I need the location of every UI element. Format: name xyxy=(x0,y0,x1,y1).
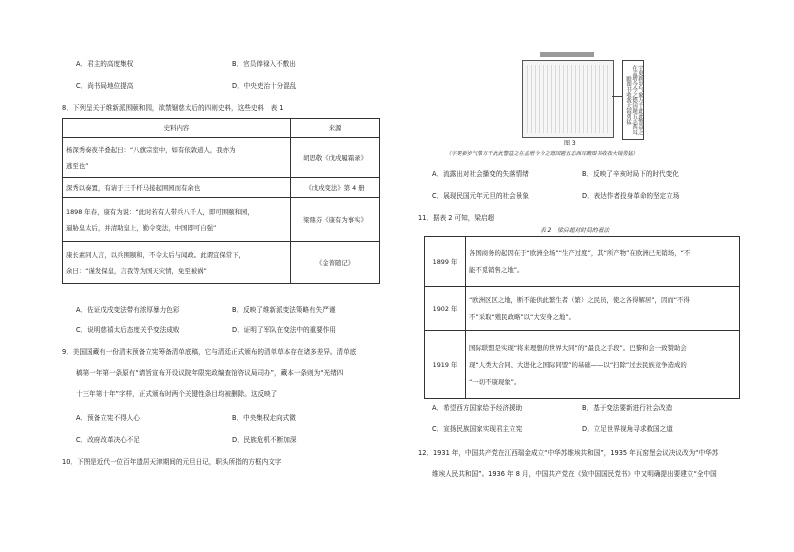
table-row xyxy=(425,331,740,399)
table-header-source: 来源 xyxy=(291,119,380,138)
q9-stem-line-2: 稿第一年第一条原有“请旨宣布开设议院年限宪政编查馆咨议局司办”，藏本一条则为“光绪四 xyxy=(76,369,344,377)
diary-image xyxy=(522,60,614,138)
table-row xyxy=(63,138,380,178)
q7-option-b: B．官员俸禄入不敷出 xyxy=(232,60,296,68)
q9-option-c: C．改府改革决心不足 xyxy=(76,436,140,444)
row-2-source: 《戊戌变法》第 4 册 xyxy=(291,178,380,198)
q7-option-d: D．中央吏治十分混乱 xyxy=(232,82,297,90)
row-3-text-1: 国际联盟是实现“将来理想的世界大同”的“最良之手段”。巴黎和会一致赞助会 xyxy=(469,343,687,352)
row-1-year: 1899 年 xyxy=(425,237,466,287)
q9-stem-line-1: 9．美国国藏有一份清末预备立宪筹备清单底稿，它与清廷正式颁布的清单草本存在诸多差异。清单底 xyxy=(62,348,357,356)
table-row xyxy=(63,242,380,284)
q10-option-b: B．反映了辛亥时局下的时代变化 xyxy=(582,170,679,178)
q9-option-d: D．民族危机不断加深 xyxy=(232,436,297,444)
q11-stem: 11．据表 2 可知，梁启超 xyxy=(418,214,495,222)
row-3-source: 梁鼎芬《康有为事实》 xyxy=(291,198,380,242)
row-4-source: 《金菁随记》 xyxy=(291,242,380,284)
row-2-text-2: 不”采取“殖民政略”以“大安身之地”。 xyxy=(469,313,576,321)
row-2-line-1: 深秀以奏置，有请于三千杆马接起围园而有余也 xyxy=(66,183,201,192)
q8-option-b: B．反映了维新派变法策略有失严谨 xyxy=(232,306,336,314)
row-4-line-2: 余曰：“谨发保皇，言我等为国天灾情，免至被祸” xyxy=(66,266,207,275)
table-row xyxy=(425,287,740,331)
figure-header-strip xyxy=(540,52,594,57)
q11-option-d: D．立足世界视角寻求救国之道 xyxy=(582,425,673,433)
row-2-text-1: “欧洲区区之地，断不能供此繁生者（繁）之民员，使之各得解居”，因而“不得 xyxy=(469,296,690,304)
q10-option-d: D．表达作者投身革命的坚定立场 xyxy=(582,192,680,200)
q10-stem: 10．下图是近代一位百年遗居天津期间的元旦日记，职头所指的方框内文字 xyxy=(62,458,282,466)
table-2-title: 表 2 梁启超对时局的看法 xyxy=(540,228,610,234)
figure-callout-box: 宇更新岁气象万千此此警益之在孟增今今之德国题五志西耳瞻图书收我大镜勇猛 xyxy=(622,60,644,140)
q11-option-a: A．希望西方国家给予经济援助 xyxy=(432,404,523,412)
q8-source-table xyxy=(62,118,380,284)
liang-qichao-table xyxy=(424,236,740,399)
table-row xyxy=(425,237,740,287)
q8-option-d: D．证明了军队在变法中的重要作用 xyxy=(232,326,336,334)
row-1-text-1: 各国商务的起因在于“欧洲全场”“生产过度”，其“所产物”在欧洲已无销场，“不 xyxy=(469,249,691,257)
q7-option-a: A．君主的高度集权 xyxy=(76,60,134,68)
q11-option-c: C．宣扬民族国家实现君主立宪 xyxy=(432,425,523,433)
row-1-line-1: 杨深秀奏夜半叠起曰：“八旗宗室中，如有依敦道人，我亦为 xyxy=(66,145,236,154)
q9-stem-line-3: 十三年第十年”字样，正式颁布时两个关键性条目均被删除。这反映了 xyxy=(76,390,278,398)
q12-stem-line-1: 12．1931 年，中国共产党在江西瑞金成立“中华苏维埃共和国”，1935 年瓦窑堡会议决议改为“中华苏 xyxy=(418,449,719,457)
q8-stem: 8．下列呈关于维新派围颐和园，欲禁锢慈太后的四则史料，这些史料 表 1 xyxy=(62,104,284,112)
table-row xyxy=(63,178,380,198)
figure-subcaption: （宇更新岁气象万千此此警益之在孟增今今之德国题五志西耳瞻图书收我大镜勇猛） xyxy=(446,151,638,157)
q10-option-c: C．展现民国元年元旦的社会景象 xyxy=(432,192,529,200)
q10-option-a: A．流露出对社会播变的失落情绪 xyxy=(432,170,529,178)
table-header-content: 史料内容 xyxy=(63,119,291,138)
row-3-line-2: 逼胁皇太后，并清助皇上，勤令变法，中国即可自强” xyxy=(66,223,217,232)
figure-caption: 图 3 xyxy=(564,140,576,147)
row-1-line-2: 逃至也” xyxy=(66,161,89,170)
table-row xyxy=(63,198,380,242)
row-3-text-3: “一切不康现象”。 xyxy=(469,377,521,386)
q12-stem-line-2: 维埃人民共和国”。1936 年 8 月，中国共产党在《致中国国民党书》中又明确提出要建立“全中国 xyxy=(432,470,717,478)
q9-option-a: A．预备立宪不得人心 xyxy=(76,414,140,422)
arrow-icon xyxy=(612,96,622,97)
q7-option-c: C．尚书局地位提高 xyxy=(76,82,134,90)
row-3-line-1: 1898 年春，康有为说：“此时若有人带兵八千人，即可围颐和园， xyxy=(66,207,254,216)
row-3-year: 1919 年 xyxy=(425,331,466,399)
row-4-line-1: 康长素同人言，以兵围颐和，不令太后与闻政。此谓宜保常下， xyxy=(66,250,245,259)
row-1-text-2: 能不觅销售之地”。 xyxy=(469,266,524,274)
q8-option-a: A．佐证戊戌变法带有浓厚暴力色彩 xyxy=(76,306,180,314)
row-2-year: 1902 年 xyxy=(425,287,466,331)
q8-option-c: C．说明慈禧太后态度关乎变法成败 xyxy=(76,326,180,334)
row-1-source: 胡思敬《戊戌履霜录》 xyxy=(291,138,380,178)
q11-option-b: B．基于变法要新进行社会改造 xyxy=(582,404,673,412)
q9-option-b: B．中央集权走向式微 xyxy=(232,414,296,422)
row-3-text-2: 现“人类大合同、大进化之国际同盟”的基础——以“扫除”过去民族竞争造成的 xyxy=(469,360,687,369)
